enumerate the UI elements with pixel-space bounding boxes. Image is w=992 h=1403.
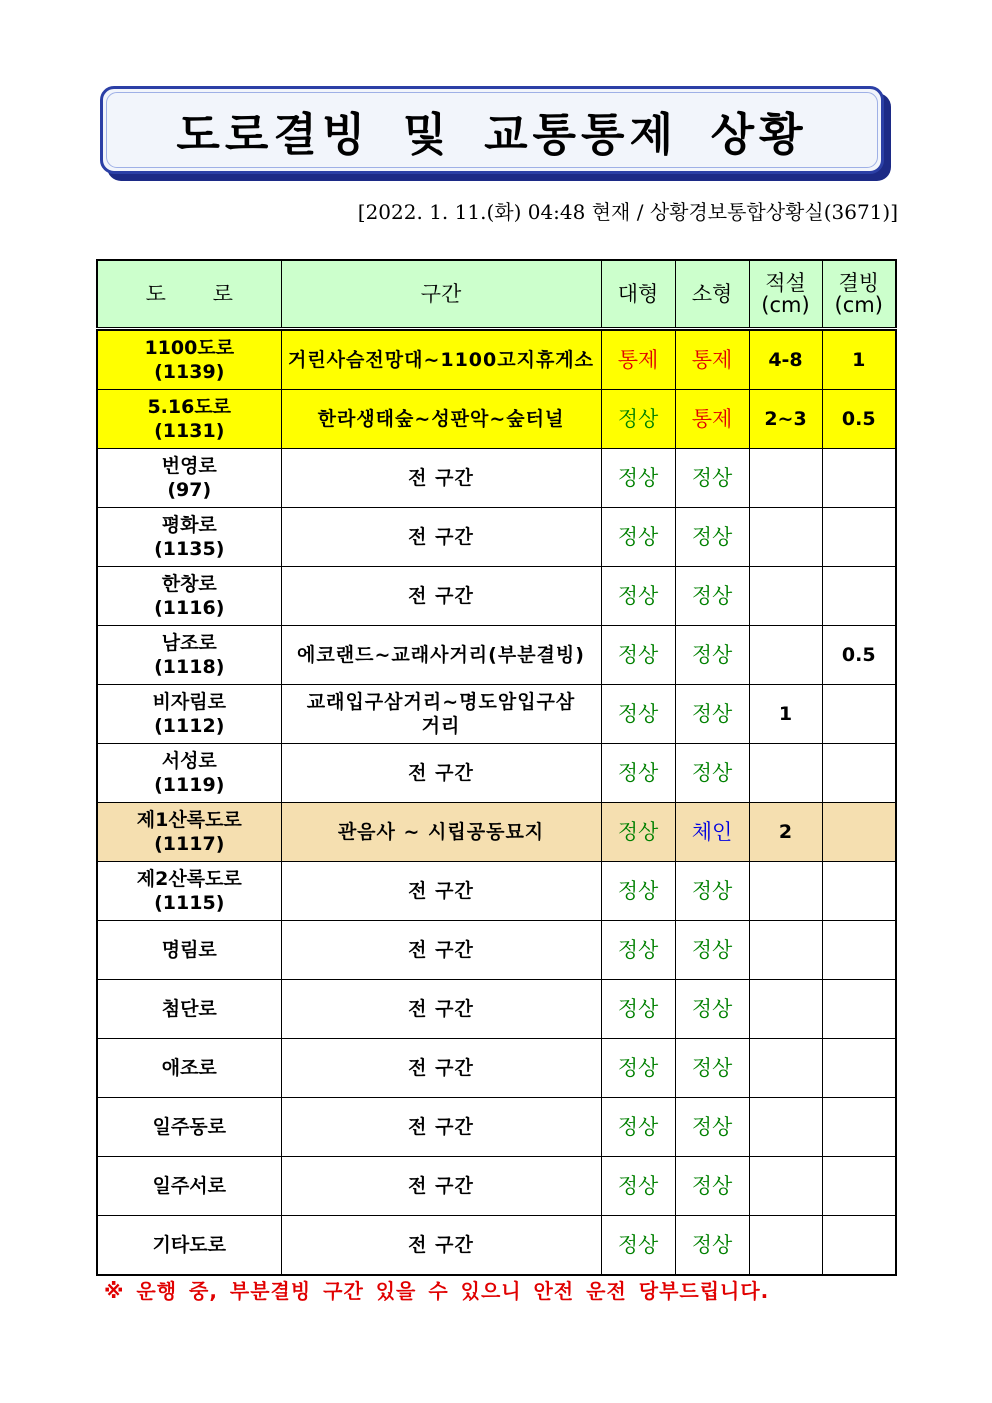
road-name: 제1산록도로 xyxy=(136,809,242,831)
ice-depth-cell: 1 xyxy=(822,331,896,390)
ice-depth-cell xyxy=(822,1039,896,1098)
small-status-text: 정상 xyxy=(691,878,733,903)
small-status-text: 정상 xyxy=(691,1173,733,1198)
snow-depth-cell: 4-8 xyxy=(749,331,822,390)
road-name: 일주동로 xyxy=(152,1116,226,1138)
table-row xyxy=(97,744,896,803)
small-status-text: 정상 xyxy=(691,1055,733,1080)
road-name-cell xyxy=(97,1157,281,1216)
table-row xyxy=(97,449,896,508)
road-name-cell xyxy=(97,567,281,626)
road-name: 명림로 xyxy=(161,939,217,961)
small-vehicle-status xyxy=(675,803,749,862)
small-status-text: 통제 xyxy=(691,406,733,431)
large-status-text: 정상 xyxy=(617,1055,659,1080)
large-vehicle-status xyxy=(601,1039,675,1098)
large-status-text: 정상 xyxy=(617,701,659,726)
table-row xyxy=(97,567,896,626)
road-name: 제2산록도로 xyxy=(136,868,242,890)
small-vehicle-status xyxy=(675,1216,749,1276)
snow-depth-cell xyxy=(749,567,822,626)
ice-depth-cell: 0.5 xyxy=(822,626,896,685)
ice-depth-cell xyxy=(822,508,896,567)
large-status-text: 정상 xyxy=(617,819,659,844)
snow-depth-cell xyxy=(749,921,822,980)
large-vehicle-status xyxy=(601,567,675,626)
page-title: 도로결빙 및 교통통제 상황 xyxy=(176,107,808,161)
table-row xyxy=(97,508,896,567)
section-cell xyxy=(281,744,601,803)
section-text: 전 구간 xyxy=(408,1234,474,1256)
section-cell xyxy=(281,567,601,626)
section-cell xyxy=(281,862,601,921)
small-vehicle-status xyxy=(675,1157,749,1216)
small-status-text: 체인 xyxy=(691,819,733,844)
header-small-vehicle: 소형 xyxy=(675,260,749,329)
table-row xyxy=(97,1039,896,1098)
table-row xyxy=(97,921,896,980)
road-name-cell xyxy=(97,508,281,567)
table-row xyxy=(97,1098,896,1157)
road-code: (1119) xyxy=(154,774,225,796)
large-status-text: 정상 xyxy=(617,996,659,1021)
large-status-text: 정상 xyxy=(617,524,659,549)
road-name-cell xyxy=(97,803,281,862)
section-cell xyxy=(281,980,601,1039)
large-vehicle-status xyxy=(601,921,675,980)
large-vehicle-status xyxy=(601,803,675,862)
section-text: 한라생태숲~성판악~숲터널 xyxy=(317,408,565,430)
header-snow-depth xyxy=(749,260,822,329)
road-name: 기타도로 xyxy=(152,1234,226,1256)
ice-depth-cell xyxy=(822,685,896,744)
small-vehicle-status xyxy=(675,1039,749,1098)
small-vehicle-status xyxy=(675,449,749,508)
section-text: 전 구간 xyxy=(408,939,474,961)
road-name-cell xyxy=(97,1039,281,1098)
safety-footnote: ※ 운행 중, 부분결빙 구간 있을 수 있으니 안전 운전 당부드립니다. xyxy=(104,1279,770,1303)
road-code: (1118) xyxy=(154,656,225,678)
section-cell xyxy=(281,1216,601,1276)
small-vehicle-status xyxy=(675,1098,749,1157)
section-text: 거린사슴전망대~1100고지휴게소 xyxy=(287,349,595,371)
large-vehicle-status xyxy=(601,1157,675,1216)
section-cell xyxy=(281,803,601,862)
large-vehicle-status xyxy=(601,449,675,508)
section-cell xyxy=(281,1039,601,1098)
large-vehicle-status xyxy=(601,508,675,567)
ice-depth-cell xyxy=(822,862,896,921)
large-status-text: 통제 xyxy=(617,347,659,372)
section-text: 에코랜드~교래사거리(부분결빙) xyxy=(297,644,585,666)
small-status-text: 정상 xyxy=(691,937,733,962)
small-status-text: 정상 xyxy=(691,701,733,726)
table-header-row xyxy=(97,260,896,329)
ice-depth-cell xyxy=(822,449,896,508)
ice-depth-cell: 0.5 xyxy=(822,390,896,449)
small-status-text: 통제 xyxy=(691,347,733,372)
large-status-text: 정상 xyxy=(617,583,659,608)
table-row xyxy=(97,1216,896,1276)
section-cell xyxy=(281,685,601,744)
snow-depth-cell xyxy=(749,744,822,803)
small-vehicle-status xyxy=(675,626,749,685)
section-text: 전 구간 xyxy=(408,526,474,548)
small-status-text: 정상 xyxy=(691,1232,733,1257)
large-status-text: 정상 xyxy=(617,937,659,962)
small-vehicle-status xyxy=(675,390,749,449)
snow-depth-cell xyxy=(749,1098,822,1157)
road-name-cell xyxy=(97,685,281,744)
road-name: 첨단로 xyxy=(161,998,217,1020)
small-vehicle-status xyxy=(675,744,749,803)
ice-depth-cell xyxy=(822,1216,896,1276)
road-name: 비자림로 xyxy=(152,691,226,713)
road-code: (1117) xyxy=(154,833,225,855)
small-status-text: 정상 xyxy=(691,996,733,1021)
section-text-cont: 거리 xyxy=(421,715,461,737)
road-name-cell xyxy=(97,1098,281,1157)
large-vehicle-status xyxy=(601,744,675,803)
large-status-text: 정상 xyxy=(617,1114,659,1139)
road-name: 일주서로 xyxy=(152,1175,226,1197)
small-vehicle-status xyxy=(675,685,749,744)
snow-depth-cell xyxy=(749,1216,822,1276)
section-cell xyxy=(281,390,601,449)
small-vehicle-status xyxy=(675,567,749,626)
road-name-cell xyxy=(97,1216,281,1276)
road-code: (1115) xyxy=(154,892,225,914)
road-code: (1131) xyxy=(154,420,225,442)
large-status-text: 정상 xyxy=(617,878,659,903)
section-text: 전 구간 xyxy=(408,1057,474,1079)
road-name: 5.16도로 xyxy=(147,396,232,418)
header-ice-label: 결빙 xyxy=(838,271,880,295)
ice-depth-cell xyxy=(822,744,896,803)
large-vehicle-status xyxy=(601,980,675,1039)
road-code: (1139) xyxy=(154,361,225,383)
small-status-text: 정상 xyxy=(691,1114,733,1139)
road-name-cell xyxy=(97,980,281,1039)
snow-depth-cell xyxy=(749,1157,822,1216)
large-status-text: 정상 xyxy=(617,465,659,490)
road-code: (1116) xyxy=(154,597,225,619)
section-cell xyxy=(281,1098,601,1157)
snow-depth-cell: 2 xyxy=(749,803,822,862)
snow-depth-cell: 1 xyxy=(749,685,822,744)
ice-depth-cell xyxy=(822,921,896,980)
ice-depth-cell xyxy=(822,567,896,626)
snow-depth-cell xyxy=(749,1039,822,1098)
road-name-cell xyxy=(97,331,281,390)
large-status-text: 정상 xyxy=(617,760,659,785)
header-road: 도 로 xyxy=(97,260,281,329)
snow-depth-cell xyxy=(749,862,822,921)
section-text: 전 구간 xyxy=(408,762,474,784)
large-status-text: 정상 xyxy=(617,642,659,667)
header-ice-depth xyxy=(822,260,896,329)
road-name: 한창로 xyxy=(161,573,217,595)
section-cell xyxy=(281,508,601,567)
snow-depth-cell xyxy=(749,508,822,567)
section-text: 관음사 ~ 시립공동묘지 xyxy=(337,821,545,843)
small-status-text: 정상 xyxy=(691,583,733,608)
large-vehicle-status xyxy=(601,1098,675,1157)
table-row xyxy=(97,803,896,862)
header-ice-unit: (cm) xyxy=(834,293,883,317)
road-name: 남조로 xyxy=(161,632,217,654)
section-text: 전 구간 xyxy=(408,467,474,489)
road-name-cell xyxy=(97,626,281,685)
small-vehicle-status xyxy=(675,980,749,1039)
road-code: (1112) xyxy=(154,715,225,737)
road-name-cell xyxy=(97,390,281,449)
section-text: 전 구간 xyxy=(408,1116,474,1138)
snow-depth-cell xyxy=(749,980,822,1039)
section-text: 전 구간 xyxy=(408,880,474,902)
header-snow-unit: (cm) xyxy=(761,293,810,317)
header-section: 구간 xyxy=(281,260,601,329)
header-large-vehicle: 대형 xyxy=(601,260,675,329)
snow-depth-cell: 2~3 xyxy=(749,390,822,449)
road-name-cell xyxy=(97,862,281,921)
large-vehicle-status xyxy=(601,862,675,921)
section-cell xyxy=(281,1157,601,1216)
table-row xyxy=(97,331,896,390)
table-row xyxy=(97,390,896,449)
table-row xyxy=(97,1157,896,1216)
road-code: (1135) xyxy=(154,538,225,560)
table-row xyxy=(97,685,896,744)
small-vehicle-status xyxy=(675,921,749,980)
road-name: 1100도로 xyxy=(144,337,235,359)
ice-depth-cell xyxy=(822,1157,896,1216)
section-cell xyxy=(281,449,601,508)
section-text: 교래입구삼거리~명도암입구삼 xyxy=(306,691,576,713)
table-body xyxy=(97,329,896,1276)
road-name: 번영로 xyxy=(161,455,217,477)
section-cell xyxy=(281,626,601,685)
table-row xyxy=(97,980,896,1039)
title-banner xyxy=(100,86,884,174)
large-vehicle-status xyxy=(601,331,675,390)
ice-depth-cell xyxy=(822,980,896,1039)
road-name: 평화로 xyxy=(161,514,217,536)
ice-depth-cell xyxy=(822,1098,896,1157)
small-status-text: 정상 xyxy=(691,465,733,490)
road-name: 서성로 xyxy=(161,750,217,772)
large-vehicle-status xyxy=(601,390,675,449)
road-name-cell xyxy=(97,449,281,508)
snow-depth-cell xyxy=(749,626,822,685)
section-cell xyxy=(281,921,601,980)
large-status-text: 정상 xyxy=(617,1173,659,1198)
large-vehicle-status xyxy=(601,626,675,685)
table-row xyxy=(97,862,896,921)
large-status-text: 정상 xyxy=(617,1232,659,1257)
small-status-text: 정상 xyxy=(691,524,733,549)
section-text: 전 구간 xyxy=(408,1175,474,1197)
small-status-text: 정상 xyxy=(691,642,733,667)
road-code: (97) xyxy=(167,479,212,501)
snow-depth-cell xyxy=(749,449,822,508)
report-timestamp: [2022. 1. 11.(화) 04:48 현재 / 상황경보통합상황실(3671)] xyxy=(357,200,898,224)
road-name: 애조로 xyxy=(161,1057,217,1079)
road-name-cell xyxy=(97,921,281,980)
large-status-text: 정상 xyxy=(617,406,659,431)
large-vehicle-status xyxy=(601,1216,675,1276)
road-status-table xyxy=(96,259,897,1276)
road-name-cell xyxy=(97,744,281,803)
small-status-text: 정상 xyxy=(691,760,733,785)
section-cell xyxy=(281,331,601,390)
table-row xyxy=(97,626,896,685)
section-text: 전 구간 xyxy=(408,998,474,1020)
small-vehicle-status xyxy=(675,508,749,567)
small-vehicle-status xyxy=(675,862,749,921)
small-vehicle-status xyxy=(675,331,749,390)
header-snow-label: 적설 xyxy=(765,271,806,295)
section-text: 전 구간 xyxy=(408,585,474,607)
ice-depth-cell xyxy=(822,803,896,862)
large-vehicle-status xyxy=(601,685,675,744)
